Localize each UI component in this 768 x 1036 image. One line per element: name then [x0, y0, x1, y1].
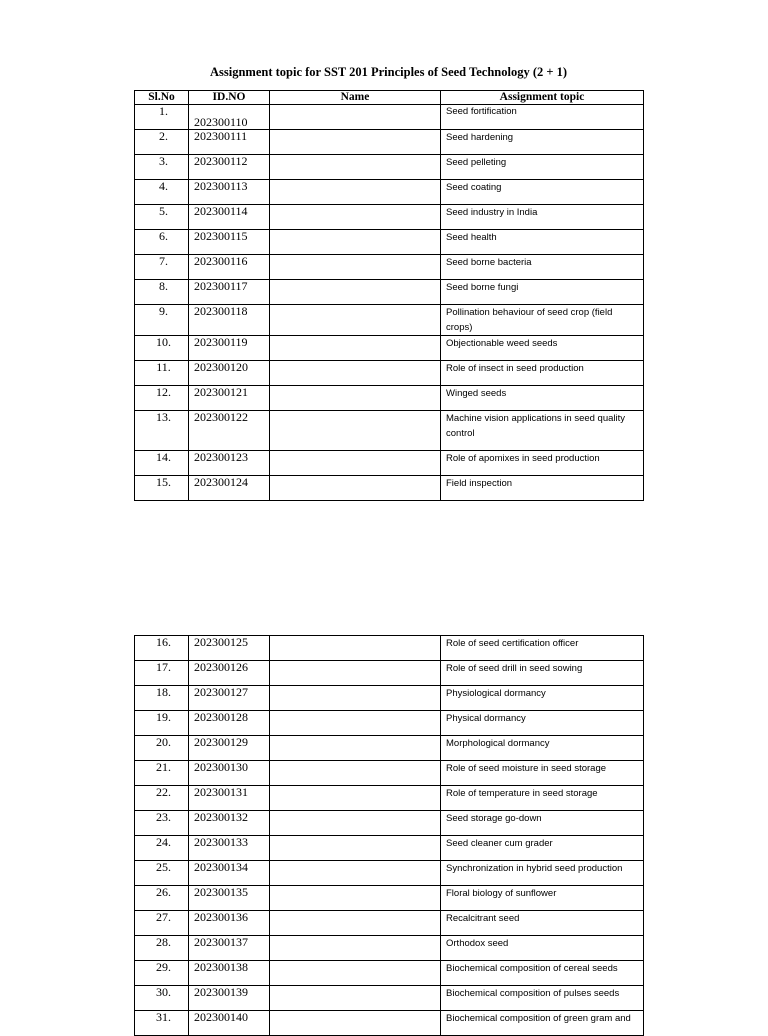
sl-no-cell: 7.	[135, 255, 189, 280]
sl-no-cell: 3.	[135, 155, 189, 180]
table-row	[135, 761, 644, 786]
name-cell	[270, 786, 441, 811]
assignment-topic-cell: Role of temperature in seed storage	[441, 786, 644, 811]
sl-no-cell: 10.	[135, 336, 189, 361]
sl-no-cell: 20.	[135, 736, 189, 761]
table-row	[135, 1011, 644, 1036]
name-cell	[270, 736, 441, 761]
name-cell	[270, 180, 441, 205]
assignment-topic-cell: Seed industry in India	[441, 205, 644, 230]
sl-no-cell: 19.	[135, 711, 189, 736]
sl-no-cell: 28.	[135, 936, 189, 961]
name-cell	[270, 661, 441, 686]
table-row	[135, 686, 644, 711]
sl-no-cell: 5.	[135, 205, 189, 230]
id-no-cell: 202300113	[189, 180, 270, 205]
table-row	[135, 451, 644, 476]
table-row	[135, 305, 644, 336]
assignment-topic-cell: Orthodox seed	[441, 936, 644, 961]
table-row	[135, 386, 644, 411]
name-cell	[270, 1011, 441, 1036]
id-no-cell: 202300138	[189, 961, 270, 986]
assignment-topic-cell: Role of apomixes in seed production	[441, 451, 644, 476]
name-cell	[270, 280, 441, 305]
sl-no-cell: 27.	[135, 911, 189, 936]
id-no-cell: 202300137	[189, 936, 270, 961]
name-cell	[270, 476, 441, 501]
name-cell	[270, 336, 441, 361]
header-name: Name	[270, 91, 441, 105]
table-row	[135, 230, 644, 255]
name-cell	[270, 155, 441, 180]
assignment-topic-cell: Biochemical composition of green gram and	[441, 1011, 644, 1036]
sl-no-cell: 21.	[135, 761, 189, 786]
sl-no-cell: 30.	[135, 986, 189, 1011]
assignment-topic-cell: Seed borne bacteria	[441, 255, 644, 280]
name-cell	[270, 861, 441, 886]
name-cell	[270, 836, 441, 861]
assignment-topic-cell: Morphological dormancy	[441, 736, 644, 761]
assignment-topic-cell: Seed hardening	[441, 130, 644, 155]
table-header-row	[135, 91, 644, 105]
table-row	[135, 936, 644, 961]
name-cell	[270, 886, 441, 911]
assignment-topic-cell: Seed cleaner cum grader	[441, 836, 644, 861]
id-no-cell: 202300110	[189, 105, 270, 130]
id-no-cell: 202300132	[189, 811, 270, 836]
sl-no-cell: 13.	[135, 411, 189, 451]
sl-no-cell: 25.	[135, 861, 189, 886]
table-row	[135, 411, 644, 451]
assignment-topic-cell: Role of seed moisture in seed storage	[441, 761, 644, 786]
sl-no-cell: 26.	[135, 886, 189, 911]
assignment-topic-cell: Objectionable weed seeds	[441, 336, 644, 361]
name-cell	[270, 105, 441, 130]
sl-no-cell: 8.	[135, 280, 189, 305]
id-no-cell: 202300121	[189, 386, 270, 411]
sl-no-cell: 4.	[135, 180, 189, 205]
table-row	[135, 836, 644, 861]
sl-no-cell: 1.	[135, 105, 189, 130]
id-no-cell: 202300115	[189, 230, 270, 255]
id-no-cell: 202300118	[189, 305, 270, 336]
table-row	[135, 476, 644, 501]
name-cell	[270, 305, 441, 336]
id-no-cell: 202300131	[189, 786, 270, 811]
table-row	[135, 886, 644, 911]
name-cell	[270, 361, 441, 386]
table-row	[135, 961, 644, 986]
table-row	[135, 986, 644, 1011]
name-cell	[270, 255, 441, 280]
assignment-topic-cell: Role of seed drill in seed sowing	[441, 661, 644, 686]
table-row	[135, 336, 644, 361]
table-row	[135, 736, 644, 761]
table-row	[135, 861, 644, 886]
assignment-table-1	[134, 90, 644, 501]
assignment-topic-cell: Field inspection	[441, 476, 644, 501]
id-no-cell: 202300134	[189, 861, 270, 886]
name-cell	[270, 936, 441, 961]
sl-no-cell: 31.	[135, 1011, 189, 1036]
sl-no-cell: 12.	[135, 386, 189, 411]
assignment-topic-cell: Machine vision applications in seed quality control	[441, 411, 644, 451]
name-cell	[270, 911, 441, 936]
sl-no-cell: 14.	[135, 451, 189, 476]
name-cell	[270, 961, 441, 986]
id-no-cell: 202300124	[189, 476, 270, 501]
id-no-cell: 202300127	[189, 686, 270, 711]
name-cell	[270, 386, 441, 411]
name-cell	[270, 811, 441, 836]
sl-no-cell: 15.	[135, 476, 189, 501]
assignment-topic-cell: Biochemical composition of pulses seeds	[441, 986, 644, 1011]
id-no-cell: 202300130	[189, 761, 270, 786]
assignment-topic-cell: Seed borne fungi	[441, 280, 644, 305]
assignment-topic-cell: Role of seed certification officer	[441, 636, 644, 661]
name-cell	[270, 411, 441, 451]
id-no-cell: 202300117	[189, 280, 270, 305]
id-no-cell: 202300112	[189, 155, 270, 180]
assignment-topic-cell: Seed fortification	[441, 105, 644, 130]
assignment-topic-cell: Floral biology of sunflower	[441, 886, 644, 911]
sl-no-cell: 29.	[135, 961, 189, 986]
id-no-cell: 202300114	[189, 205, 270, 230]
sl-no-cell: 22.	[135, 786, 189, 811]
table-row	[135, 180, 644, 205]
table-row	[135, 361, 644, 386]
header-sl-no: Sl.No	[135, 91, 189, 105]
sl-no-cell: 23.	[135, 811, 189, 836]
table-row	[135, 255, 644, 280]
id-no-cell: 202300135	[189, 886, 270, 911]
table-row	[135, 636, 644, 661]
sl-no-cell: 9.	[135, 305, 189, 336]
id-no-cell: 202300116	[189, 255, 270, 280]
id-no-cell: 202300133	[189, 836, 270, 861]
id-no-cell: 202300139	[189, 986, 270, 1011]
id-no-cell: 202300128	[189, 711, 270, 736]
name-cell	[270, 686, 441, 711]
assignment-topic-cell: Seed health	[441, 230, 644, 255]
table-row	[135, 786, 644, 811]
assignment-topic-cell: Seed pelleting	[441, 155, 644, 180]
assignment-topic-cell: Winged seeds	[441, 386, 644, 411]
table-row	[135, 105, 644, 130]
name-cell	[270, 636, 441, 661]
table-row	[135, 205, 644, 230]
assignment-topic-cell: Role of insect in seed production	[441, 361, 644, 386]
sl-no-cell: 24.	[135, 836, 189, 861]
name-cell	[270, 205, 441, 230]
table-row	[135, 711, 644, 736]
sl-no-cell: 18.	[135, 686, 189, 711]
table-row	[135, 661, 644, 686]
sl-no-cell: 2.	[135, 130, 189, 155]
assignment-topic-cell: Synchronization in hybrid seed production	[441, 861, 644, 886]
page-title: Assignment topic for SST 201 Principles of Seed Technology (2 + 1)	[209, 65, 568, 79]
id-no-cell: 202300123	[189, 451, 270, 476]
assignment-topic-cell: Seed coating	[441, 180, 644, 205]
sl-no-cell: 6.	[135, 230, 189, 255]
id-no-cell: 202300126	[189, 661, 270, 686]
id-no-cell: 202300119	[189, 336, 270, 361]
id-no-cell: 202300136	[189, 911, 270, 936]
assignment-topic-cell: Pollination behaviour of seed crop (field crops)	[441, 305, 644, 336]
name-cell	[270, 130, 441, 155]
sl-no-cell: 17.	[135, 661, 189, 686]
name-cell	[270, 761, 441, 786]
assignment-topic-cell: Seed storage go-down	[441, 811, 644, 836]
table-row	[135, 911, 644, 936]
table-row	[135, 811, 644, 836]
assignment-topic-cell: Physical dormancy	[441, 711, 644, 736]
id-no-cell: 202300122	[189, 411, 270, 451]
table-row	[135, 155, 644, 180]
header-id-no: ID.NO	[189, 91, 270, 105]
assignment-topic-cell: Biochemical composition of cereal seeds	[441, 961, 644, 986]
table-row	[135, 130, 644, 155]
name-cell	[270, 711, 441, 736]
id-no-cell: 202300120	[189, 361, 270, 386]
assignment-topic-cell: Recalcitrant seed	[441, 911, 644, 936]
assignment-table-2	[134, 635, 644, 1036]
header-assignment-topic: Assignment topic	[441, 91, 644, 105]
name-cell	[270, 986, 441, 1011]
name-cell	[270, 451, 441, 476]
assignment-topic-cell: Physiological dormancy	[441, 686, 644, 711]
sl-no-cell: 16.	[135, 636, 189, 661]
id-no-cell: 202300111	[189, 130, 270, 155]
table-row	[135, 280, 644, 305]
id-no-cell: 202300140	[189, 1011, 270, 1036]
sl-no-cell: 11.	[135, 361, 189, 386]
id-no-cell: 202300125	[189, 636, 270, 661]
name-cell	[270, 230, 441, 255]
id-no-cell: 202300129	[189, 736, 270, 761]
